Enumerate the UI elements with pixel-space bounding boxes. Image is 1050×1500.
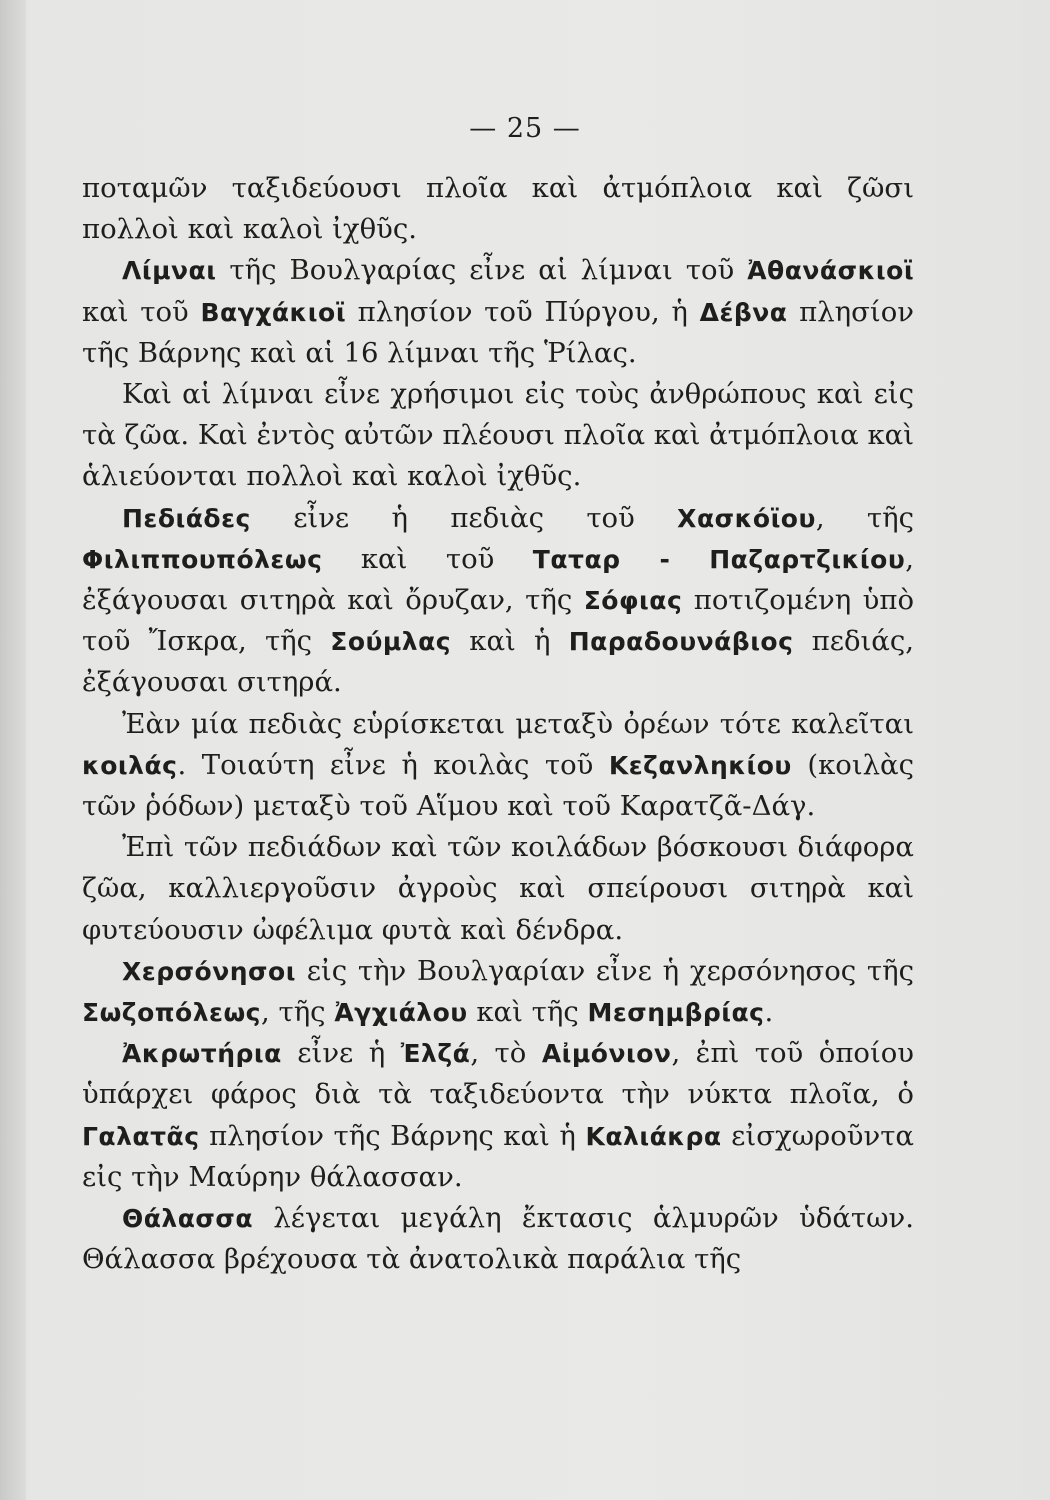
page-number: — 25 — [469,113,581,144]
paragraph [82,1033,914,1198]
bold-term: Βαγχάκιοϊ [200,297,346,327]
bold-term: Κεζανληκίου [608,750,792,780]
bold-term: Γαλατᾶς [82,1121,200,1151]
text-run: . Τοιαύτη εἶνε ἡ κοιλὰς τοῦ [177,748,609,781]
text-run: , ἐξάγουσαι σιτηρὰ καὶ ὄρυζαν, τῆς [82,542,914,617]
text-run: ποτιζομένη ὑπὸ τοῦ Ἴσκρα, τῆς [82,584,914,658]
text-run: εἶνε ἡ πεδιὰς τοῦ [250,501,678,534]
text-run: πλησίον τῆς Βάρνης καὶ αἱ 16 λίμναι τῆς Ῥίλας. [82,295,914,369]
paragraph [82,168,914,250]
text-run: , τῆς [815,501,915,534]
text-run: πλησίον τῆς Βάρνης καὶ ἡ [199,1119,586,1152]
text-run: Καὶ αἱ λίμναι εἶνε χρήσιμοι εἰς τοὺς ἀνθρώπους καὶ εἰς τὰ ζῶα. Καὶ ἐντὸς αὐτῶν πλέουσι πλοῖα καὶ ἀτμόπλοια καὶ ἁλιεύονται πολλοὶ καὶ καλοὶ ἰχθῦς. [82,378,914,493]
paragraph [82,498,914,704]
bold-term: Θάλασσα [122,1204,254,1234]
bold-term: Πεδιάδες [122,503,251,533]
bold-term: Αἰμόνιον [541,1039,672,1069]
text-run: τῆς Βουλγαρίας εἶνε αἱ λίμναι τοῦ [216,254,748,287]
text-run: , τὸ [470,1037,542,1070]
paragraph [82,827,914,951]
text-run: Ἐπὶ τῶν πεδιάδων καὶ τῶν κοιλάδων βόσκουσι διάφορα ζῶα, καλλιεργοῦσιν ἀγροὺς καὶ σπείρουσι σιτηρὰ καὶ φυτεύουσιν ὠφέλιμα φυτὰ καὶ δένδρα. [82,831,914,946]
text-run: εἰσχωροῦντα εἰς τὴν Μαύρην θάλασσαν. [82,1119,914,1193]
page-spine [0,0,26,1500]
bold-term: Φιλιππουπόλεως [82,544,323,574]
text-run: καὶ τῆς [467,996,588,1029]
text-run: εἶνε ἡ [281,1037,401,1070]
paragraph [82,374,914,498]
bold-term: κοιλάς [82,750,178,780]
bold-term: Χασκόϊου [677,503,816,533]
body-text [82,168,914,1280]
paragraph [82,1198,914,1280]
text-run: καὶ τοῦ [322,542,533,575]
text-run: πεδιάς, ἐξάγουσαι σιτηρά. [82,625,914,699]
text-run: εἰς τὴν Βουλγαρίαν εἶνε ἡ χερσόνησος τῆς [295,954,914,987]
bold-term: Χερσόνησοι [122,956,296,986]
text-run: ποταμῶν ταξιδεύουσι πλοῖα καὶ ἀτμόπλοια καὶ ζῶσι πολλοὶ καὶ καλοὶ ἰχθῦς. [82,172,914,246]
text-run: (κοιλὰς τῶν ῥόδων) μεταξὺ τοῦ Αἵμου καὶ τοῦ Καρατζᾶ-Δάγ. [82,748,914,823]
bold-term: Ἀγχιάλου [334,998,468,1028]
text-run: . [764,996,774,1029]
text-run: Ἐὰν μία πεδιὰς εὑρίσκεται μεταξὺ ὀρέων τότε καλεῖται [122,707,914,740]
bold-term: Μεσημβρίας [587,998,765,1028]
text-run: καὶ τοῦ [82,295,201,328]
bold-term: Σόφιας [583,586,683,616]
bold-term: Ἀκρωτήρια [122,1039,282,1069]
text-run: πλησίον τοῦ Πύργου, ἡ [345,295,700,328]
paragraph [82,951,914,1033]
bold-term: Καλιάκρα [585,1121,722,1151]
paragraph [82,250,914,374]
text-run: , τῆς [261,996,335,1029]
bold-term: Ταταρ - Παζαρτζικίου [532,544,906,574]
text-run: , ἐπὶ τοῦ ὁποίου ὑπάρχει φάρος διὰ τὰ ταξιδεύοντα τὴν νύκτα πλοῖα, ὁ [82,1037,915,1111]
text-run: καὶ ἡ [451,625,569,658]
text-run: λέγεται μεγάλη ἔκτασις ἁλμυρῶν ὑδάτων. Θάλασσα βρέχουσα τὰ ἀνατολικὰ παράλια τῆς [82,1202,914,1276]
bold-term: Σούμλας [330,627,452,657]
bold-term: Λίμναι [122,256,217,286]
bold-term: Ἐλζά [400,1039,471,1069]
bold-term: Δέβνα [699,297,788,327]
bold-term: Ἀθανάσκιοϊ [747,256,914,286]
bold-term: Παραδουνάβιος [568,627,794,657]
paragraph [82,704,914,828]
bold-term: Σωζοπόλεως [82,998,261,1028]
